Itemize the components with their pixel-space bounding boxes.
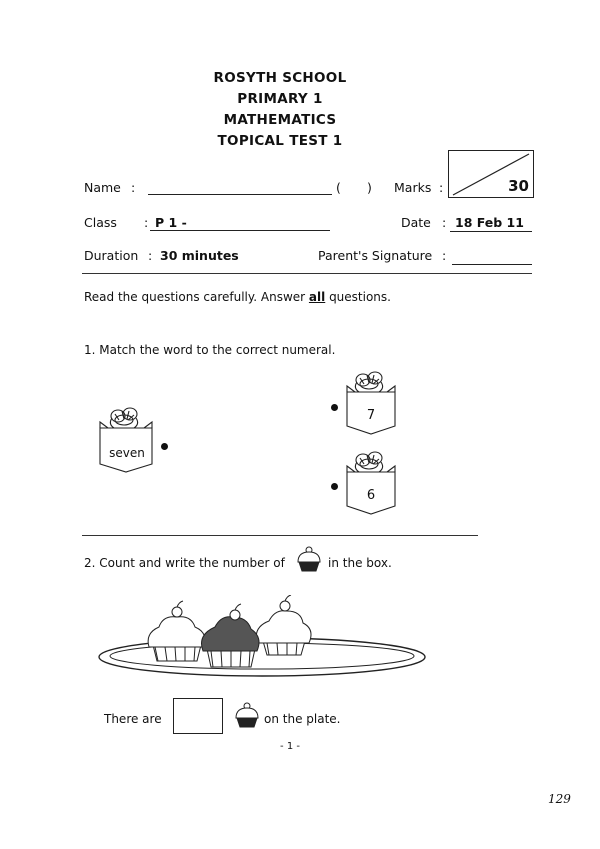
match-dot-numeral-1[interactable] [331,404,338,411]
cupcakes-plate [95,595,430,685]
gift-numeral-2-label: 6 [366,488,376,503]
gift-box-numeral-1-icon [343,370,399,436]
instructions-text-end: questions. [325,290,391,304]
instructions-text-start: Read the questions carefully. Answer [84,290,309,304]
index-paren-open: ( [336,180,341,195]
handwritten-number: 129 [548,792,571,806]
date-colon: : [442,215,447,230]
cupcake-answer-icon [232,702,262,730]
cupcake-middle-icon [202,604,260,667]
page-number: - 1 - [280,741,300,752]
name-field[interactable] [148,194,332,195]
marks-colon: : [439,180,444,195]
school-title: ROSYTH SCHOOL [213,70,347,86]
date-underline [450,231,532,232]
signature-label: Parent's Signature [318,248,433,263]
signature-colon: : [442,248,447,263]
subject-title: MATHEMATICS [223,112,337,128]
gift-numeral-1-label: 7 [366,408,376,423]
duration-value: 30 minutes [160,248,239,263]
cupcake-icon [294,546,324,574]
cupcake-left-icon [148,601,205,661]
marks-box [448,150,534,198]
class-colon: : [144,215,149,230]
instructions-emphasis: all [308,290,326,304]
header-divider [82,273,532,274]
gift-word-label: seven [109,446,145,460]
question-1-text: 1. Match the word to the correct numeral. [84,343,336,357]
class-field[interactable] [150,230,330,231]
answer-text-end: on the plate. [264,712,341,726]
name-label: Name [84,180,121,195]
question-2-text-end: in the box. [328,556,392,570]
test-title: TOPICAL TEST 1 [217,133,343,149]
date-value: 18 Feb 11 [455,215,524,230]
cupcake-right-icon [256,595,311,655]
index-paren-close: ) [367,180,372,195]
question-2-text-start: 2. Count and write the number of [84,556,285,570]
gift-box-numeral-2 [343,450,399,516]
match-dot-word[interactable] [161,443,168,450]
name-colon: : [131,180,136,195]
instructions [84,290,391,304]
gift-box-word-icon [98,406,156,474]
class-value: P 1 - [155,215,187,230]
gift-box-numeral-2-icon [343,450,399,516]
gift-box-numeral-1 [343,370,399,436]
class-label: Class [84,215,117,230]
answer-box[interactable] [173,698,223,734]
gift-box-word [98,406,156,474]
signature-field[interactable] [452,264,532,265]
answer-text-start: There are [104,712,162,726]
duration-label: Duration [84,248,139,263]
marks-label: Marks [394,180,432,195]
match-dot-numeral-2[interactable] [331,483,338,490]
marks-total: 30 [508,177,529,195]
date-label: Date [401,215,431,230]
question-divider [82,535,478,536]
duration-colon: : [148,248,153,263]
level-title: PRIMARY 1 [237,91,323,107]
